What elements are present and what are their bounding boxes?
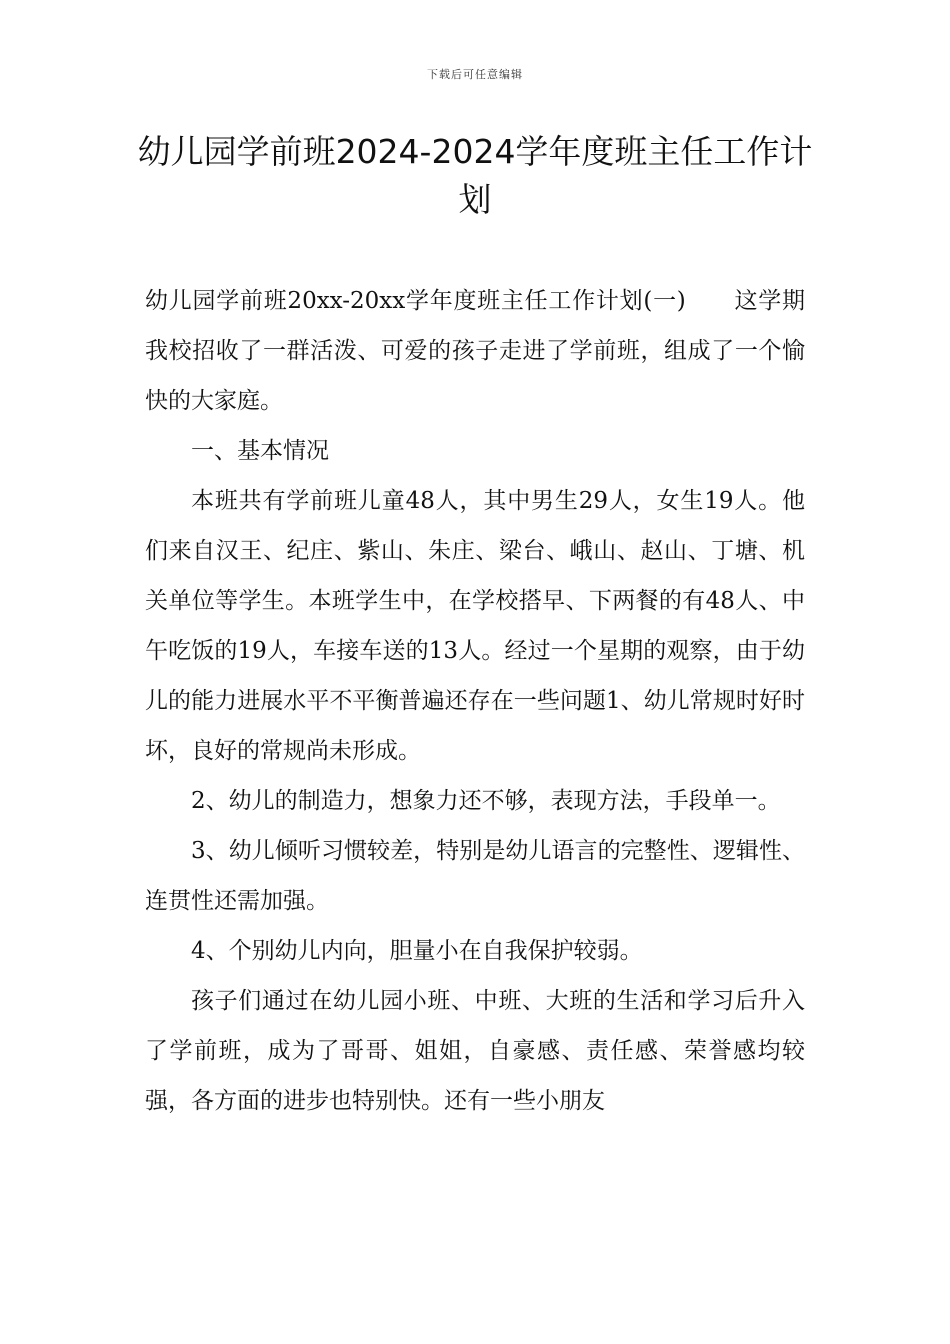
paragraph-item-2: 2、幼儿的制造力，想象力还不够，表现方法，手段单一。	[191, 788, 781, 814]
paragraph-class-overview: 本班共有学前班儿童48人，其中男生29人，女生19人。他们来自汉王、纪庄、紫山、朱庄、梁台、峨山、赵山、丁塘、机关单位等学生。本班学生中，在学校搭早、下两餐的有48人、中午吃饭的19人，车接车送的13人。经过一个星期的观察，由于幼儿的能力进展水平不平衡普遍还存在一些问题1、幼儿常规时好时坏，良好的常规尚未形成。	[145, 488, 805, 764]
paragraph-children-progress: 孩子们通过在幼儿园小班、中班、大班的生活和学习后升入了学前班，成为了哥哥、姐姐，自豪感、责任感、荣誉感均较强，各方面的进步也特别快。还有一些小朋友	[145, 988, 805, 1114]
header-note: 下载后可任意编辑	[427, 68, 523, 81]
intro-text: 这学期我校招收了一群活泼、可爱的孩子走进了学前班，组成了一个愉快的大家庭。	[145, 288, 805, 414]
intro-paragraph	[145, 276, 805, 426]
intro-heading: 幼儿园学前班20xx-20xx学年度班主任工作计划(一)	[145, 288, 686, 314]
document-title: 幼儿园学前班2024-2024学年度班主任工作计划	[137, 132, 813, 219]
document-body	[145, 276, 805, 1126]
paragraph-item-3: 3、幼儿倾听习惯较差，特别是幼儿语言的完整性、逻辑性、连贯性还需加强。	[145, 838, 805, 914]
paragraph-item-4: 4、个别幼儿内向，胆量小在自我保护较弱。	[191, 938, 643, 964]
section-heading-basic-situation: 一、基本情况	[191, 438, 329, 464]
